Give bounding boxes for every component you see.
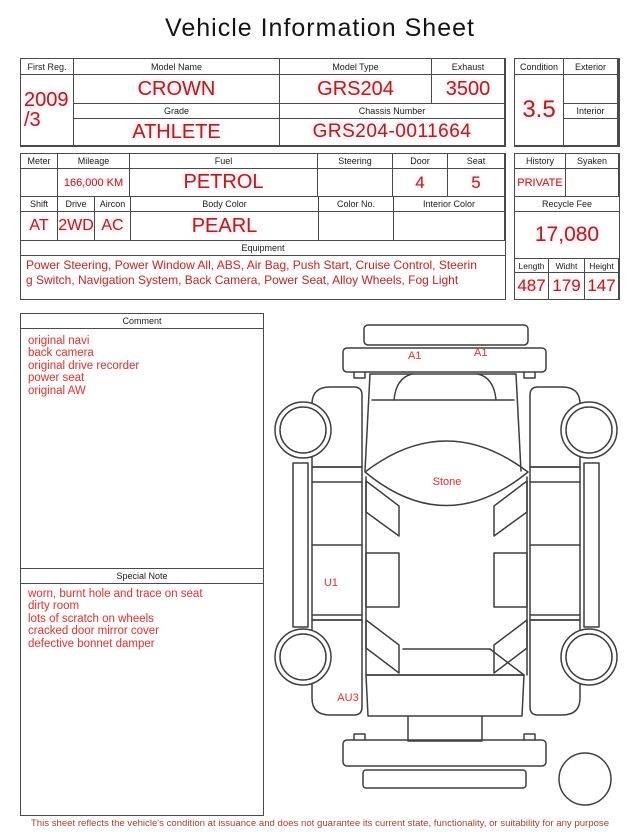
history-value: PRIVATE [515,169,565,196]
page-title: Vehicle Information Sheet [165,14,475,42]
condition-label: Condition [515,59,563,74]
grade-label: Grade [74,104,279,118]
height-value: 147 [585,273,618,299]
condition-table [514,58,620,147]
mileage-label: Mileage [58,154,129,168]
recycle-fee-value: 17,080 [515,212,619,258]
special-note-line: lots of scratch on wheels [28,612,154,625]
height-label: Height [585,259,618,272]
damage-label-u1: U1 [323,577,339,589]
wheel-front-right [561,402,617,458]
equipment-value [21,256,505,299]
wheel-front-left [275,402,331,458]
fuel-label: Fuel [130,154,317,168]
comment-line: original drive recorder [28,359,140,372]
exhaust-value: 3500 [432,75,504,103]
special-note-line: cracked door mirror cover [28,625,160,638]
seat-value: 5 [448,169,504,196]
body-color-label: Body Color [131,197,318,211]
wheel-rear-right [561,629,617,685]
aircon-label: Aircon [95,197,130,211]
shift-value: AT [21,212,57,240]
door-label: Door [393,154,447,168]
details-table [20,153,506,300]
aircon-value: AC [95,212,130,240]
model-name-value: CROWN [74,75,279,103]
special-note-line: dirty room [28,600,80,613]
model-type-label: Model Type [280,59,431,74]
car-damage-diagram [265,310,640,810]
special-note-line: defective bonnet damper [28,637,155,650]
comment-line: back camera [28,347,94,360]
first-reg-year: 2009 [24,89,69,111]
meter-value [21,169,57,196]
mileage-value: 166,000 KM [58,169,129,196]
comment-line: original AW [28,384,86,397]
comment-box [20,313,264,816]
exterior-label: Exterior [564,59,617,74]
exterior-value [564,75,617,103]
damage-label-a1-right: A1 [474,347,488,359]
special-note-header: Special Note [21,568,263,584]
disclaimer-text: This sheet reflects the vehicle's condition at issuance and does not guarantee its current state, functionality, or suitability for any purpose [30,818,610,829]
meter-label: Meter [21,154,57,168]
identity-table [20,58,506,147]
first-reg-label: First Reg. [21,59,73,74]
equipment-line-2: g Switch, Navigation System, Back Camera, Power Seat, Alloy Wheels, Fog Light [26,273,459,287]
interior-color-label: Interior Color [394,197,504,211]
damage-label-au3: AU3 [337,692,359,704]
equipment-label: Equipment [21,241,505,255]
fuel-value: PETROL [130,169,317,196]
model-type-value: GRS204 [280,75,431,103]
door-value: 4 [393,169,447,196]
shift-label: Shift [21,197,57,211]
special-note-line: worn, burnt hole and trace on seat [28,588,203,600]
color-no-value [319,212,393,240]
width-value: 179 [549,273,584,299]
syaken-value [566,169,618,196]
comment-line: power seat [28,372,85,385]
exhaust-label: Exhaust [432,59,504,74]
car-outline [275,325,617,805]
comment-header: Comment [21,314,263,329]
interior-value [564,119,617,145]
history-table [514,153,620,300]
comment-lines [28,335,259,397]
equipment-line-1: Power Steering, Power Window All, ABS, Air Bag, Push Start, Cruise Control, Steerin [26,258,477,272]
damage-label-a1-left: A1 [408,350,422,362]
body-color-value: PEARL [131,212,318,240]
steering-label: Steering [318,154,392,168]
length-label: Length [515,259,548,272]
first-reg-month: /3 [24,109,41,131]
syaken-label: Syaken [566,154,618,168]
chassis-number-value: GRS204-0011664 [280,119,504,145]
chassis-number-label: Chassis Number [280,104,504,118]
width-label: Widht [549,259,584,272]
seat-label: Seat [448,154,504,168]
color-no-label: Color No. [319,197,393,211]
interior-label: Interior [564,104,617,118]
steering-value [318,169,392,196]
grade-value: ATHLETE [74,119,279,145]
length-value: 487 [515,273,548,299]
history-label: History [515,154,565,168]
drive-value: 2WD [58,212,94,240]
wheel-rear-left [275,629,331,685]
damage-label-stone: Stone [432,476,462,488]
recycle-fee-label: Recycle Fee [515,197,619,211]
spare-tire [559,753,611,805]
condition-value: 3.5 [515,75,563,145]
interior-color-value [394,212,504,240]
drive-label: Drive [58,197,94,211]
special-note-lines [28,588,259,650]
comment-line: original navi [28,335,90,347]
model-name-label: Model Name [74,59,279,74]
first-reg-value [21,75,73,145]
